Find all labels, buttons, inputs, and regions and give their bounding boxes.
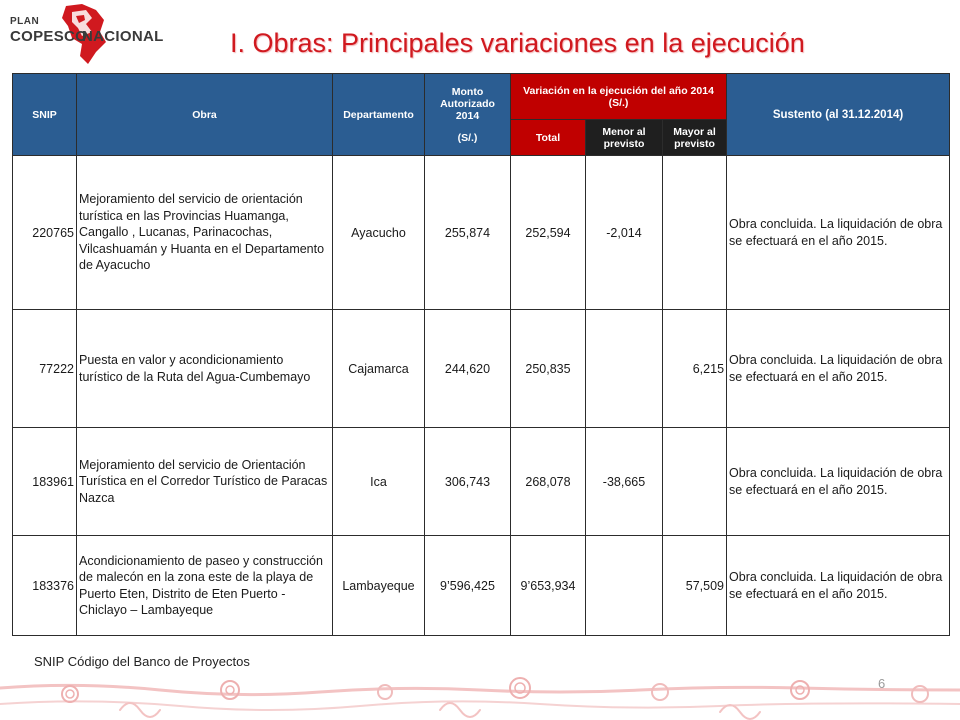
col-header-menor: Menor al previsto bbox=[586, 120, 663, 156]
cell-sustento: Obra concluida. La liquidación de obra se efectuará en el año 2015. bbox=[727, 428, 950, 536]
cell-snip: 183376 bbox=[13, 536, 77, 636]
cell-departamento: Cajamarca bbox=[333, 310, 425, 428]
slide-title: I. Obras: Principales variaciones en la ejecución bbox=[230, 28, 805, 58]
table-row bbox=[13, 536, 950, 636]
cell-total: 9’653,934 bbox=[511, 536, 586, 636]
col-header-departamento: Departamento bbox=[333, 74, 425, 156]
table-header-row bbox=[13, 74, 950, 120]
monto-header-unit: (S/.) bbox=[457, 131, 478, 144]
cell-menor bbox=[586, 310, 663, 428]
col-header-obra: Obra bbox=[77, 74, 333, 156]
cell-departamento: Ica bbox=[333, 428, 425, 536]
cell-menor: -2,014 bbox=[586, 156, 663, 310]
cell-monto: 306,743 bbox=[425, 428, 511, 536]
col-header-mayor: Mayor al previsto bbox=[663, 120, 727, 156]
col-header-monto bbox=[425, 74, 511, 156]
cell-monto: 9’596,425 bbox=[425, 536, 511, 636]
cell-snip: 77222 bbox=[13, 310, 77, 428]
logo-text-copesco: COPESCO bbox=[10, 28, 88, 45]
cell-obra: Mejoramiento del servicio de Orientación Turística en el Corredor Turístico de Paracas Nazca bbox=[77, 428, 333, 536]
cell-sustento: Obra concluida. La liquidación de obra se efectuará en el año 2015. bbox=[727, 156, 950, 310]
col-header-snip: SNIP bbox=[13, 74, 77, 156]
cell-menor: -38,665 bbox=[586, 428, 663, 536]
cell-obra: Mejoramiento del servicio de orientación turística en las Provincias Huamanga, Cangallo , Lucanas, Parinacochas, Vilcashuamán y Huanta en el Departamento de Ayacucho bbox=[77, 156, 333, 310]
cell-menor bbox=[586, 536, 663, 636]
table-row bbox=[13, 156, 950, 310]
cell-snip: 183961 bbox=[13, 428, 77, 536]
cell-sustento: Obra concluida. La liquidación de obra se efectuará en el año 2015. bbox=[727, 310, 950, 428]
cell-sustento: Obra concluida. La liquidación de obra se efectuará en el año 2015. bbox=[727, 536, 950, 636]
col-header-sustento: Sustento (al 31.12.2014) bbox=[727, 74, 950, 156]
cell-obra: Puesta en valor y acondicionamiento turístico de la Ruta del Agua-Cumbemayo bbox=[77, 310, 333, 428]
cell-mayor bbox=[663, 156, 727, 310]
decorative-swirl-band-icon bbox=[0, 660, 960, 720]
col-header-total: Total bbox=[511, 120, 586, 156]
col-header-variacion: Variación en la ejecución del año 2014 (S/.) bbox=[511, 74, 727, 120]
cell-departamento: Lambayeque bbox=[333, 536, 425, 636]
cell-mayor: 6,215 bbox=[663, 310, 727, 428]
logo-text-plan: PLAN bbox=[10, 16, 40, 27]
cell-total: 252,594 bbox=[511, 156, 586, 310]
cell-total: 250,835 bbox=[511, 310, 586, 428]
works-variation-table bbox=[12, 73, 950, 636]
cell-departamento: Ayacucho bbox=[333, 156, 425, 310]
page-number: 6 bbox=[878, 676, 886, 691]
cell-mayor: 57,509 bbox=[663, 536, 727, 636]
cell-obra: Acondicionamiento de paseo y construcción de malecón en la zona este de la playa de Puerto Eten, Distrito de Eten Puerto - Chiclayo – Lambayeque bbox=[77, 536, 333, 636]
cell-snip: 220765 bbox=[13, 156, 77, 310]
cell-total: 268,078 bbox=[511, 428, 586, 536]
table-row bbox=[13, 428, 950, 536]
cell-monto: 244,620 bbox=[425, 310, 511, 428]
cell-mayor bbox=[663, 428, 727, 536]
cell-monto: 255,874 bbox=[425, 156, 511, 310]
logo-text-nacional: NACIONAL bbox=[82, 28, 164, 45]
table-row bbox=[13, 310, 950, 428]
footnote: SNIP Código del Banco de Proyectos bbox=[34, 654, 250, 669]
plan-copesco-logo bbox=[8, 2, 164, 70]
monto-header-label: Monto Autorizado 2014 bbox=[440, 85, 495, 122]
